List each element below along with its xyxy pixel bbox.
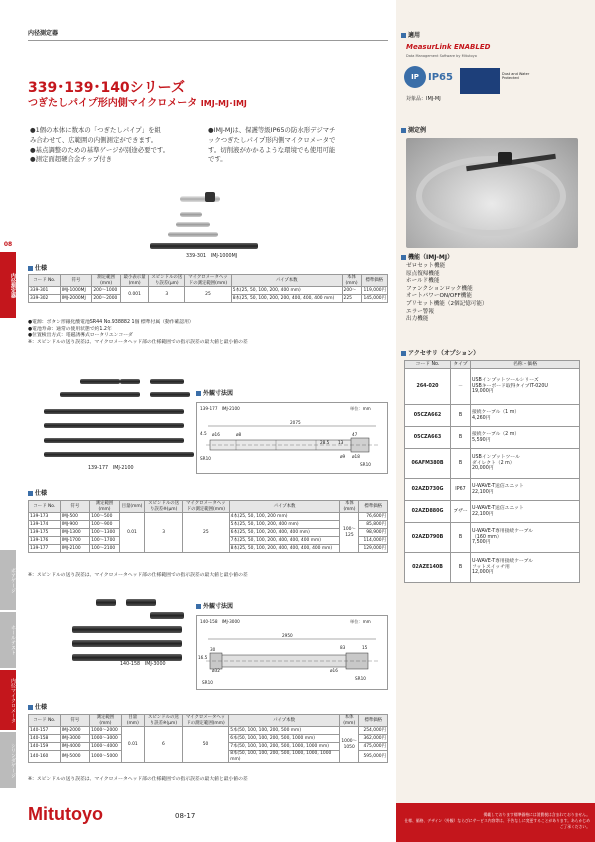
accessories-heading: アクセサリ（オプション） [401,350,479,358]
example-heading: 測定例 [401,127,426,135]
table-row: 02AZD880G ブザー U-WAVE-T送信ユニット 22,100円 [405,501,580,523]
side-tab-2[interactable]: ホールテスト [0,612,16,668]
table-row: 02AZD790B B U-WAVE-T専用接続ケーブル （160 mm） 7,500円 [405,523,580,553]
list-item: ホールド機能 [406,278,440,285]
table-row: 02AZD730G IP67 U-WAVE-T送信ユニット 22,100円 [405,479,580,501]
list-item: エラー警報 [406,308,434,315]
feature-left-4: ●測定面超硬合金チップ付き [30,155,113,164]
heading-marker-icon [28,266,33,271]
table-row: 264-020 － USBインプットツールシリーズ USBキーボード取得タイプIT-020U 19,000円 [405,369,580,405]
dim-30: 30 [210,647,216,652]
side-page-number: 08 [3,241,13,248]
table-row: 139-176 IMJ-1700 100〜1700 7本(25, 50, 100, 200, 400, 400, 400 mm) 114,000円 [30,537,386,543]
dim-83: 83 [340,645,346,650]
ip65-badge-icon: IP [404,66,426,88]
applicable-heading: 適用 [401,32,420,40]
list-item: 原点復帰機能 [406,270,440,277]
product-caption-2: 139-177 IMJ-2100 [88,466,134,471]
subtitle-text: つぎたしパイプ形内側マイクロメータ [28,98,198,109]
outline-heading-3: 外観寸法図 [196,603,233,611]
functions-list [406,263,488,324]
unit-label-2: 単位：mm [350,406,371,411]
table-row: 02AZE140B B U-WAVE-T専用接続ケーブル フットスイッチ用 12,000円 [405,553,580,583]
feature-left-3: ●基点調整のための基準ゲージが別途必要です。 [30,145,170,154]
dim-18: ø18 [352,454,360,459]
table-row: 139-173 IMJ-500 100〜500 0.01 3 25 4本(25, 50, 100, 200 mm) 100〜 125 76,600円 [29,513,388,521]
dim-16: ø16 [212,432,220,437]
feature-right-2: ックつぎたしパイプ形内側マイクロメータで [208,135,336,144]
dim-sr10-right-3: SR10 [355,676,366,681]
feature-left-1: ●1個の本体に数本の「つぎたしパイプ」を組 [30,126,161,134]
dust-water-icon [460,68,500,94]
product-caption-3: 140-158 IMJ-3000 [120,662,166,667]
feature-right-4: です。 [208,155,227,164]
list-item: プリセット機能（2個記憶可能） [406,300,488,307]
side-tab-3[interactable]: 内径マイクロメータ [0,670,16,730]
ip65-label: IP65 [428,72,453,83]
list-item: オートパワーON/OFF機能 [406,293,472,300]
table-row: 06AFM380B B USBインプットツール ダイレクト（2 m） 20,000円 [405,449,580,479]
spec-table-3: コード No. 符号 測定範囲(mm) 目量(mm) スピンドルの送り誤差※(µm) マイクロメータヘッドの測定範囲(mm) パイプ本数 本体(mm) 標準価格 140-157 IMJ-2000 1000〜2000 0.01 6 50 5本(50, 100, 100, 200, 500 mm) 1000〜 1050 254,000円 140-158 IMJ-3000 1000〜3000 6本(50, 100, 100, 200, 500, 1000 mm) 362,000円 140-159 IMJ-4000 1000〜4000 7本(50, 100, 100, 200, 500, 1000, 1000 mm) 475,000円 140-160 IMJ-5000 1000〜5000 8本(50, 100, 100, 200, 500, 1000, 1000, 1000 mm) 595,000円 [30,715,386,762]
list-item: ゼロセット機能 [406,263,446,269]
features-right [208,126,388,165]
measurlink-logo: MeasurLink ENABLED [406,43,491,51]
dim-2075: 2075 [290,420,301,425]
dim-15: 15 [362,645,368,650]
list-item: 出力機能 [406,316,429,323]
table-row: 140-160 IMJ-5000 1000〜5000 8本(50, 100, 100, 200, 500, 1000, 1000, 1000 mm) 595,000円 [30,751,386,762]
outline-heading-2: 外観寸法図 [196,390,233,398]
dim-sr10-left: SR10 [200,456,211,461]
dim-sr10-left-3: SR10 [202,680,213,685]
spec-heading-2: 仕様 [28,490,47,498]
ip-label: Dust and Water Protected [502,72,530,81]
spec-table-1: コード No. 符号 測定範囲(mm) 最小表示量(mm) スピンドルの送り誤差(µm) マイクロメータヘッドの測定範囲(mm) パイプ本数 本体(mm) 標準価格 339-301 IMJ-1000MJ 200〜1000 0.001 3 25 5本(25, 50, 100, 200, 400 mm) 200〜 119,000円 339-302 IMJ-2000MJ 200〜2000 8本(25, 50, 100, 200, 200, 400, 400, 400 mm) 225 145,000円 [30,275,386,301]
product-caption-1: 339-301 IMJ-1000MJ [186,254,238,259]
functions-heading: 機能（IMJ-MJ） [401,254,453,262]
table-row: 140-159 IMJ-4000 1000〜4000 7本(50, 100, 100, 200, 500, 1000, 1000 mm) 475,000円 [30,743,386,749]
table-row: 139-174 IMJ-900 100〜900 5本(25, 50, 100, 200, 400 mm) 85,800円 [30,521,386,527]
feature-right-3: す。切削液がかかるような環境でも使用可能 [208,145,336,154]
accessories-table: コード No. タイプ 名称・価格 264-020 － USBインプットツールシリーズ USBキーボード取得タイプIT-020U 19,000円 05CZA662 B 接続ケーブル（1 m） 4,260円 05CZA663 B 接続ケーブル（2 m） 5,590円 06AFM380B B USBインプットツール ダイレクト（2 m） 20,000円 02AZD730G IP67 U-WAVE-T送信ユニット 22,100円 02AZD880G ブザー U-WAVE-T送信ユニット 22,100円 02AZD790B B U-WAVE-T専用接続ケーブル （160 mm） 7,500円 02AZE140B B U-WAVE-T専用接続ケーブル フットスイッチ用 12,000円 [404,360,580,583]
spec-table-2: コード No. 符号 測定範囲(mm) 目量(mm) スピンドルの送り誤差※(µm) マイクロメータヘッドの測定範囲(mm) パイプ本数 本体(mm) 標準価格 139-173 IMJ-500 100〜500 0.01 3 25 4本(25, 50, 100, 200 mm) 100〜 125 76,600円 139-174 IMJ-900 100〜900 5本(25, 50, 100, 200, 400 mm) 85,800円 139-175 IMJ-1300 100〜1300 6本(25, 50, 100, 200, 400, 400 mm) 98,900円 139-176 IMJ-1700 100〜1700 7本(25, 50, 100, 200, 400, 400, 400 mm) 114,000円 139-177 IMJ-2100 100〜2100 8本(25, 50, 100, 200, 400, 400, 400, 400 mm) 129,000円 [30,501,386,551]
product-subtitle [28,98,247,111]
dim-16-3: ø16 [330,668,338,673]
dim-sr10-right: SR10 [360,462,371,467]
dim-2950: 2950 [282,633,293,638]
dim-9: ø9 [340,454,346,459]
feature-right-1: ●IMJ-MJは、保護等級IP65の防水形デジマチ [208,126,336,134]
spec-notes-1: ●電源：ボタン形銀化酸電池SR44 No.938882 1個 標準付属（動作確認用） ●電池寿命：通常の使用状態で約1.2年 ●位置検出方式：電磁誘導式ロータリエンコーダ ※：スピンドルの送り誤差は、マイクロメータヘッド部の仕様範囲での指示誤差の最大値と最小値の差 [28,320,248,345]
ip-target: 対象品：IMJ-MJ [406,96,441,102]
measurement-example-photo [406,138,578,248]
side-tab-section[interactable]: 内径測定器 [0,252,16,318]
dim-47: 47 [352,432,358,437]
header-rule [28,40,388,41]
table-row: 139-175 IMJ-1300 100〜1300 6本(25, 50, 100, 200, 400, 400 mm) 98,900円 [30,529,386,535]
header-category: 内径測定器 [28,30,59,37]
features-left [30,126,205,165]
dim-16-5: 16.5 [198,655,208,660]
diagram-caption-3: 140-158 IMJ-3000 [200,619,240,624]
spec-heading-3: 仕様 [28,704,47,712]
spec-heading-1: 仕様 [28,265,47,273]
footer-notice: 掲載しております標準価格には消費税は含まれておりません。 仕様、価格、デザイン（外観）ならびにサービス内容等は、予告なしに変更することがあります。あらかじめご了承ください。 [404,812,590,829]
table-row: 140-157 IMJ-2000 1000〜2000 0.01 6 50 5本(50, 100, 100, 200, 500 mm) 1000〜 1050 254,000円 [29,727,388,735]
spec-note-2: ※：スピンドルの送り誤差は、マイクロメータヘッド部の仕様範囲での指示誤差の最大値と最小値の差 [28,573,248,578]
table-row: 05CZA663 B 接続ケーブル（2 m） 5,590円 [405,427,580,449]
table-row: 339-301 IMJ-1000MJ 200〜1000 0.001 3 25 5本(25, 50, 100, 200, 400 mm) 200〜 119,000円 [29,287,388,295]
mitutoyo-logo: Mitutoyo [28,804,103,824]
dim-28-5: 28.5 [320,440,330,445]
table-row: 139-177 IMJ-2100 100〜2100 8本(25, 50, 100, 200, 400, 400, 400, 400 mm) 129,000円 [30,545,386,551]
table-row: 05CZA662 B 接続ケーブル（1 m） 4,260円 [405,405,580,427]
dim-13: 13 [338,440,344,445]
diagram-caption-2: 139-177 IMJ-2100 [200,406,240,411]
series-title: 339･139･140シリーズ [28,80,185,96]
subtitle-models: IMJ-MJ･IMJ [200,99,247,108]
dim-8: ø8 [236,432,242,437]
unit-label-3: 単位：mm [350,619,371,624]
spec-note-3: ※：スピンドルの送り誤差は、マイクロメータヘッド部の仕様範囲での指示誤差の最大値と最小値の差 [28,777,248,782]
dim-4-5: 4.5 [200,431,207,436]
feature-left-2: み合わせて、広範囲の内側測定ができます。 [30,135,158,144]
side-tab-1[interactable]: ボアゲージ [0,550,16,610]
side-tab-4[interactable]: シリンダゲージ [0,732,16,788]
table-row: 339-302 IMJ-2000MJ 200〜2000 8本(25, 50, 100, 200, 200, 400, 400, 400 mm) 225 145,000円 [30,295,386,301]
dim-32: ø32 [212,668,220,673]
table-row: 140-158 IMJ-3000 1000〜3000 6本(50, 100, 100, 200, 500, 1000 mm) 362,000円 [30,735,386,741]
list-item: ファンクションロック機能 [406,285,473,292]
page-number: 08-17 [175,812,196,820]
measurlink-sub: Data Management Software by Mitutoyo [406,54,477,58]
